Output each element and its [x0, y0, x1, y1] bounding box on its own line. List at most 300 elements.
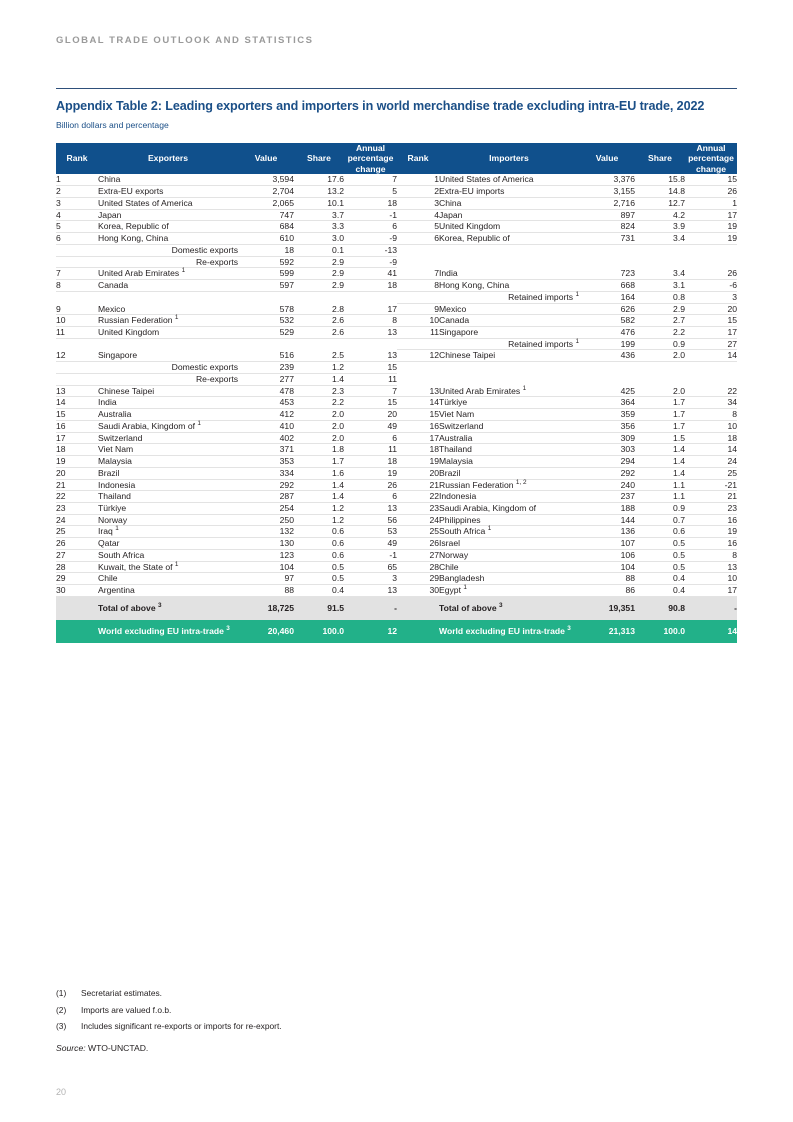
cell-importer-name: United Arab Emirates $^1$ [439, 385, 579, 397]
table-row [56, 491, 737, 503]
cell-importer-name: Bangladesh [439, 573, 579, 585]
cell-importer-change: -6 [685, 280, 737, 292]
header-exporters: Exporters [98, 143, 238, 174]
cell-rank-exporter: 19 [56, 456, 98, 468]
cell-importer-name: Japan [439, 209, 579, 221]
cell-importer-share: 0.7 [635, 514, 685, 526]
cell-exporter-change: 5 [344, 186, 397, 198]
cell-importer-name: Norway [439, 549, 579, 561]
cell-importer-value: 107 [579, 538, 635, 550]
cell-importer-share: 1.1 [635, 491, 685, 503]
cell-rank-importer [397, 338, 439, 350]
cell-importer-change: 3 [685, 291, 737, 303]
cell-importer-change [685, 373, 737, 385]
cell-exporter-change: 56 [344, 514, 397, 526]
cell-exporter-name: Singapore [98, 350, 238, 362]
cell-exporter-share: 1.2 [294, 514, 344, 526]
cell-exporter-share: 2.9 [294, 256, 344, 268]
cell-importer-share: 0.4 [635, 573, 685, 585]
cell-importer-value: 824 [579, 221, 635, 233]
cell-rank-exporter: 9 [56, 303, 98, 315]
cell-importer-name: Chile [439, 561, 579, 573]
cell-importer-name: Egypt $^1$ [439, 585, 579, 597]
cell-exporter-name: Iraq $^1$ [98, 526, 238, 538]
table-row [56, 186, 737, 198]
cell-rank-exporter [56, 244, 98, 256]
cell-importer-share: 2.7 [635, 315, 685, 327]
cell-importer-change: 1 [685, 197, 737, 209]
table-row [56, 573, 737, 585]
cell-rank-importer: 21 [397, 479, 439, 491]
cell-exporter-value: 334 [238, 467, 294, 479]
footnote-marker: 1 [522, 384, 527, 392]
cell-exporter-share: 0.1 [294, 244, 344, 256]
footnote-text: Includes significant re-exports or imports for re-export. [81, 1021, 282, 1031]
footnote-number: (2) [56, 1004, 67, 1015]
cell-importer-share: 0.6 [635, 526, 685, 538]
cell-importer-value: 425 [579, 385, 635, 397]
cell-exporter-change: 20 [344, 409, 397, 421]
cell-exporter-change: 11 [344, 373, 397, 385]
cell-exporter-name: Thailand [98, 491, 238, 503]
cell-rank-exporter: 14 [56, 397, 98, 409]
cell-importer-change: 21 [685, 491, 737, 503]
table-row [56, 268, 737, 280]
cell-importer-change: 15 [685, 174, 737, 185]
cell-rank-importer: 9 [397, 303, 439, 315]
table-row [56, 503, 737, 515]
cell-rank-exporter: 12 [56, 350, 98, 362]
table-row [56, 256, 737, 268]
cell-importer-name: South Africa $^1$ [439, 526, 579, 538]
cell-importer-share: 1.1 [635, 479, 685, 491]
cell-importer-name: India [439, 268, 579, 280]
cell-importer-name [439, 362, 579, 374]
table-header [56, 143, 737, 174]
cell-exporter-change: 19 [344, 467, 397, 479]
cell-exporter-change: 13 [344, 327, 397, 339]
cell-importer-share: 90.8 [635, 596, 685, 619]
cell-exporter-name: Korea, Republic of [98, 221, 238, 233]
cell-exporter-share: 1.8 [294, 444, 344, 456]
cell-rank-importer: 8 [397, 280, 439, 292]
cell-importer-value: 188 [579, 503, 635, 515]
cell-exporter-change: 6 [344, 221, 397, 233]
cell-exporter-share: 17.6 [294, 174, 344, 185]
cell-exporter-share: 0.6 [294, 538, 344, 550]
cell-rank-importer: 12 [397, 350, 439, 362]
cell-importer-share: 0.5 [635, 549, 685, 561]
cell-exporter-value: 20,460 [238, 620, 294, 644]
cell-exporter-change: 26 [344, 479, 397, 491]
cell-exporter-name: Hong Kong, China [98, 233, 238, 245]
footnote-marker: 3 [158, 602, 162, 610]
cell-importer-value: 21,313 [579, 620, 635, 644]
cell-importer-change: 19 [685, 221, 737, 233]
cell-rank-importer [397, 362, 439, 374]
cell-importer-share: 1.7 [635, 420, 685, 432]
cell-rank-importer [397, 291, 439, 303]
table-row [56, 291, 737, 303]
cell-rank-importer: 19 [397, 456, 439, 468]
cell-rank-exporter: 26 [56, 538, 98, 550]
cell-importer-name: United Kingdom [439, 221, 579, 233]
cell-importer-value: 104 [579, 561, 635, 573]
cell-importer-change: 8 [685, 409, 737, 421]
cell-importer-value: 436 [579, 350, 635, 362]
cell-rank-exporter: 8 [56, 280, 98, 292]
cell-importer-value: 356 [579, 420, 635, 432]
cell-importer-share: 1.5 [635, 432, 685, 444]
cell-exporter-value: 88 [238, 585, 294, 597]
cell-importer-share: 1.4 [635, 456, 685, 468]
cell-rank-importer: 20 [397, 467, 439, 479]
cell-importer-name: Australia [439, 432, 579, 444]
cell-exporter-value: 478 [238, 385, 294, 397]
cell-rank-exporter: 4 [56, 209, 98, 221]
cell-exporter-share: 2.8 [294, 303, 344, 315]
cell-exporter-change: 18 [344, 456, 397, 468]
cell-rank-exporter [56, 291, 98, 303]
cell-importer-value: 199 [579, 338, 635, 350]
footnote-marker: 3 [499, 602, 503, 610]
cell-importer-value: 106 [579, 549, 635, 561]
cell-importer-name: Switzerland [439, 420, 579, 432]
table-row [56, 350, 737, 362]
trade-table [56, 143, 737, 643]
cell-exporter-change: -1 [344, 549, 397, 561]
footnote [56, 1021, 656, 1031]
cell-exporter-share: 91.5 [294, 596, 344, 619]
cell-exporter-change: 7 [344, 174, 397, 185]
cell-importer-value: 626 [579, 303, 635, 315]
header-value-exporters: Value [238, 143, 294, 174]
cell-exporter-share: 10.1 [294, 197, 344, 209]
cell-exporter-change: 65 [344, 561, 397, 573]
cell-importer-name: Malaysia [439, 456, 579, 468]
cell-importer-name: Total of above $^3$ [439, 596, 579, 619]
cell-exporter-change: 6 [344, 432, 397, 444]
cell-importer-value: 303 [579, 444, 635, 456]
cell-importer-share: 3.4 [635, 233, 685, 245]
cell-exporter-name: India [98, 397, 238, 409]
cell-rank-importer: 2 [397, 186, 439, 198]
table-row [56, 197, 737, 209]
cell-importer-name [439, 256, 579, 268]
cell-exporter-name: Kuwait, the State of $^1$ [98, 561, 238, 573]
table-row [56, 456, 737, 468]
cell-importer-value: 88 [579, 573, 635, 585]
header-annual-line3: change [355, 163, 386, 174]
cell-exporter-name: Malaysia [98, 456, 238, 468]
cell-exporter-change: 7 [344, 385, 397, 397]
cell-exporter-value: 287 [238, 491, 294, 503]
cell-importer-name: Thailand [439, 444, 579, 456]
cell-importer-share: 2.0 [635, 350, 685, 362]
cell-exporter-share: 0.6 [294, 526, 344, 538]
table-row [56, 315, 737, 327]
cell-importer-share: 2.0 [635, 385, 685, 397]
cell-importer-value: 731 [579, 233, 635, 245]
footnote-marker: 1 [197, 420, 201, 428]
table-row [56, 514, 737, 526]
cell-exporter-value: 353 [238, 456, 294, 468]
cell-importer-value: 723 [579, 268, 635, 280]
table-row [56, 420, 737, 432]
cell-importer-name: United States of America [439, 174, 579, 185]
cell-importer-value: 359 [579, 409, 635, 421]
cell-importer-share: 0.5 [635, 538, 685, 550]
cell-importer-share [635, 373, 685, 385]
cell-rank-exporter: 28 [56, 561, 98, 573]
table-world-row [56, 620, 737, 644]
cell-rank-exporter: 3 [56, 197, 98, 209]
cell-exporter-value: 97 [238, 573, 294, 585]
cell-exporter-name: China [98, 174, 238, 185]
cell-rank-importer: 13 [397, 385, 439, 397]
cell-importer-change: 17 [685, 209, 737, 221]
cell-exporter-name: Mexico [98, 303, 238, 315]
cell-exporter-change: 17 [344, 303, 397, 315]
cell-exporter-value: 592 [238, 256, 294, 268]
cell-exporter-name: World excluding EU intra-trade $^3$ [98, 620, 238, 644]
cell-exporter-value: 747 [238, 209, 294, 221]
cell-exporter-name: United Kingdom [98, 327, 238, 339]
cell-rank-exporter [56, 373, 98, 385]
cell-rank-importer: 30 [397, 585, 439, 597]
cell-exporter-value: 254 [238, 503, 294, 515]
cell-importer-name [439, 244, 579, 256]
cell-exporter-value: 532 [238, 315, 294, 327]
cell-importer-name: Retained imports $^1$ [439, 338, 579, 350]
cell-exporter-change: 18 [344, 280, 397, 292]
cell-exporter-share: 2.3 [294, 385, 344, 397]
table-row [56, 467, 737, 479]
cell-rank-importer: 16 [397, 420, 439, 432]
cell-importer-share: 12.7 [635, 197, 685, 209]
cell-exporter-name: Australia [98, 409, 238, 421]
cell-exporter-change: 15 [344, 362, 397, 374]
cell-exporter-value: 277 [238, 373, 294, 385]
cell-exporter-share: 1.4 [294, 479, 344, 491]
footnote-marker: 1 [487, 525, 492, 533]
cell-exporter-value: 453 [238, 397, 294, 409]
cell-importer-share: 100.0 [635, 620, 685, 644]
title-divider [56, 88, 737, 89]
cell-importer-value: 292 [579, 467, 635, 479]
cell-rank-exporter: 30 [56, 585, 98, 597]
cell-exporter-share: 2.0 [294, 420, 344, 432]
cell-importer-value: 86 [579, 585, 635, 597]
cell-importer-value: 240 [579, 479, 635, 491]
cell-exporter-share: 3.3 [294, 221, 344, 233]
cell-importer-change: 26 [685, 268, 737, 280]
cell-exporter-name: Saudi Arabia, Kingdom of $^1$ [98, 420, 238, 432]
cell-importer-share: 0.4 [635, 585, 685, 597]
cell-exporter-value: 250 [238, 514, 294, 526]
table-row [56, 244, 737, 256]
cell-exporter-value: 239 [238, 362, 294, 374]
table-row [56, 444, 737, 456]
footnote-number: (1) [56, 988, 67, 998]
cell-importer-name: World excluding EU intra-trade $^3$ [439, 620, 579, 644]
cell-exporter-value [238, 338, 294, 350]
footnote-marker: 1 [181, 267, 186, 275]
cell-importer-change: 18 [685, 432, 737, 444]
header-rank-importers: Rank [397, 143, 439, 174]
cell-rank-exporter: 13 [56, 385, 98, 397]
cell-exporter-change: 6 [344, 491, 397, 503]
cell-exporter-value: 516 [238, 350, 294, 362]
cell-importer-change: 25 [685, 467, 737, 479]
cell-exporter-share: 13.2 [294, 186, 344, 198]
cell-empty [56, 596, 98, 619]
table-row [56, 479, 737, 491]
cell-exporter-value: 578 [238, 303, 294, 315]
cell-exporter-value: 18,725 [238, 596, 294, 619]
running-head: GLOBAL TRADE OUTLOOK AND STATISTICS [56, 35, 314, 46]
cell-rank-exporter: 11 [56, 327, 98, 339]
cell-exporter-share: 0.5 [294, 561, 344, 573]
cell-rank-exporter: 20 [56, 467, 98, 479]
cell-rank-exporter [56, 256, 98, 268]
table-row [56, 280, 737, 292]
cell-importer-change: -21 [685, 479, 737, 491]
cell-importer-share: 0.9 [635, 338, 685, 350]
table-row [56, 585, 737, 597]
cell-empty [397, 620, 439, 644]
cell-importer-value: 897 [579, 209, 635, 221]
cell-importer-change: 10 [685, 573, 737, 585]
footnote-marker: 1 [174, 560, 179, 568]
cell-exporter-change: 11 [344, 444, 397, 456]
source-text: WTO-UNCTAD. [88, 1043, 149, 1053]
cell-importer-share: 0.8 [635, 291, 685, 303]
source-label: Source: [56, 1043, 86, 1053]
cell-importer-value: 476 [579, 327, 635, 339]
table-row [56, 174, 737, 185]
cell-exporter-change [344, 338, 397, 350]
footnote-number: (3) [56, 1021, 67, 1031]
cell-exporter-share: 2.0 [294, 409, 344, 421]
cell-importer-value: 294 [579, 456, 635, 468]
cell-rank-importer: 29 [397, 573, 439, 585]
cell-exporter-change: 15 [344, 397, 397, 409]
cell-importer-value: 309 [579, 432, 635, 444]
cell-exporter-share: 0.6 [294, 549, 344, 561]
cell-exporter-change: -9 [344, 256, 397, 268]
cell-rank-exporter: 23 [56, 503, 98, 515]
cell-importer-share: 1.4 [635, 444, 685, 456]
cell-rank-importer: 17 [397, 432, 439, 444]
cell-importer-change: 17 [685, 585, 737, 597]
cell-exporter-name: Extra-EU exports [98, 186, 238, 198]
cell-importer-change: 14 [685, 444, 737, 456]
header-annual-line3: change [695, 163, 727, 174]
cell-exporter-value: 123 [238, 549, 294, 561]
cell-importer-share [635, 362, 685, 374]
cell-exporter-share: 2.6 [294, 327, 344, 339]
cell-exporter-name: Japan [98, 209, 238, 221]
cell-importer-name: Viet Nam [439, 409, 579, 421]
cell-exporter-share: 2.5 [294, 350, 344, 362]
cell-importer-share: 3.9 [635, 221, 685, 233]
cell-importer-change: 34 [685, 397, 737, 409]
cell-rank-importer [397, 256, 439, 268]
cell-exporter-name: Indonesia [98, 479, 238, 491]
cell-exporter-value: 371 [238, 444, 294, 456]
cell-rank-exporter: 6 [56, 233, 98, 245]
page-number: 20 [56, 1087, 67, 1097]
cell-exporter-name: Qatar [98, 538, 238, 550]
cell-importer-share: 3.4 [635, 268, 685, 280]
cell-exporter-share: 3.0 [294, 233, 344, 245]
header-annual-line2: percentage [688, 153, 734, 164]
cell-exporter-change: 12 [344, 620, 397, 644]
cell-importer-value: 3,155 [579, 186, 635, 198]
cell-importer-change: 27 [685, 338, 737, 350]
cell-exporter-share: 100.0 [294, 620, 344, 644]
table-row [56, 538, 737, 550]
table-row [56, 549, 737, 561]
cell-rank-exporter: 17 [56, 432, 98, 444]
cell-importer-share: 15.8 [635, 174, 685, 185]
cell-exporter-share: 2.6 [294, 315, 344, 327]
cell-exporter-name [98, 291, 238, 303]
cell-exporter-share: 1.4 [294, 373, 344, 385]
cell-importer-change: 19 [685, 233, 737, 245]
cell-importer-name: Mexico [439, 303, 579, 315]
footnote-marker: 1 [575, 337, 579, 345]
cell-importer-share: 1.7 [635, 409, 685, 421]
header-value-importers: Value [579, 143, 635, 174]
cell-rank-importer: 18 [397, 444, 439, 456]
footnote-marker: 3 [226, 624, 230, 632]
table-row [56, 303, 737, 315]
cell-importer-change: 19 [685, 526, 737, 538]
cell-importer-change: 14 [685, 620, 737, 644]
cell-importer-change: - [685, 596, 737, 619]
cell-importer-value: 364 [579, 397, 635, 409]
cell-importer-share: 1.7 [635, 397, 685, 409]
cell-exporter-change: 3 [344, 573, 397, 585]
table-row [56, 409, 737, 421]
cell-rank-importer: 26 [397, 538, 439, 550]
cell-exporter-name: Norway [98, 514, 238, 526]
table-row [56, 362, 737, 374]
cell-exporter-share: 1.6 [294, 467, 344, 479]
cell-exporter-value [238, 291, 294, 303]
cell-rank-exporter: 25 [56, 526, 98, 538]
cell-exporter-value: 130 [238, 538, 294, 550]
cell-rank-exporter [56, 362, 98, 374]
cell-exporter-name: Türkiye [98, 503, 238, 515]
cell-importer-value: 582 [579, 315, 635, 327]
cell-rank-importer: 10 [397, 315, 439, 327]
cell-exporter-share [294, 291, 344, 303]
cell-importer-change: 10 [685, 420, 737, 432]
cell-exporter-name: Total of above $^3$ [98, 596, 238, 619]
cell-exporter-value: 2,704 [238, 186, 294, 198]
cell-empty [397, 596, 439, 619]
cell-exporter-change: - [344, 596, 397, 619]
cell-exporter-name: Domestic exports [98, 244, 238, 256]
cell-empty [56, 620, 98, 644]
cell-exporter-value: 3,594 [238, 174, 294, 185]
cell-rank-importer: 4 [397, 209, 439, 221]
cell-importer-change: 16 [685, 538, 737, 550]
table-row [56, 373, 737, 385]
